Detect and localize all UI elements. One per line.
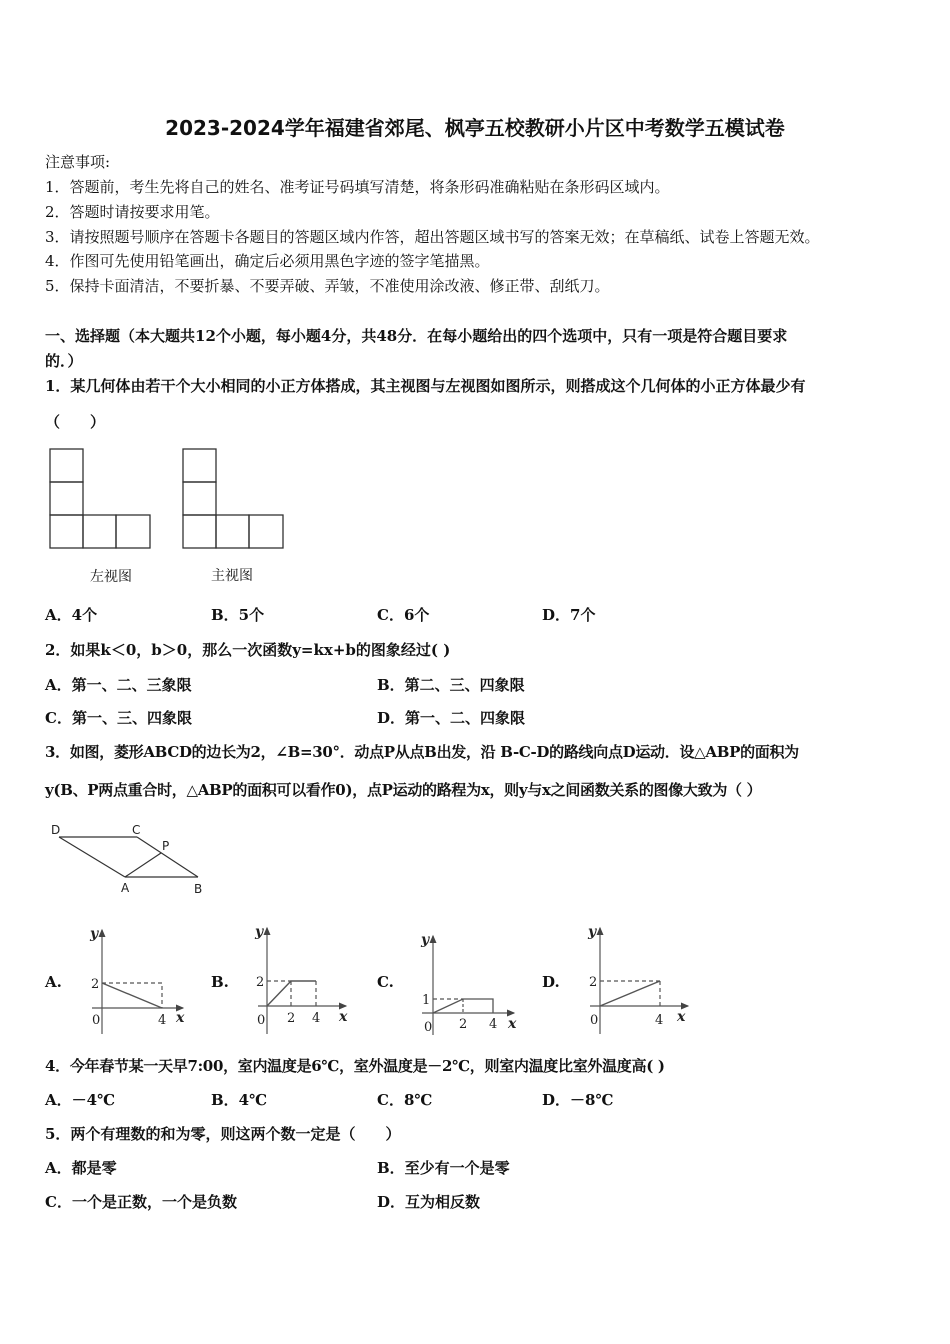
point-p-label: P — [162, 839, 170, 853]
svg-text:2: 2 — [287, 1011, 296, 1026]
option-b-label[interactable]: B. — [211, 973, 229, 991]
svg-text:x: x — [508, 1016, 517, 1032]
svg-text:4: 4 — [312, 1011, 321, 1026]
svg-text:2: 2 — [459, 1017, 468, 1032]
svg-text:2: 2 — [256, 975, 265, 990]
option-c[interactable]: C．一个是正数，一个是负数 — [45, 1193, 237, 1211]
option-c[interactable]: C．6个 — [377, 606, 430, 624]
svg-text:4: 4 — [489, 1017, 498, 1032]
option-d-label[interactable]: D. — [542, 973, 560, 991]
svg-text:0: 0 — [92, 1013, 101, 1028]
svg-text:x: x — [677, 1009, 686, 1025]
point-a-label: A — [121, 881, 130, 895]
question-3-stem: 3．如图，菱形ABCD的边长为2，∠B=30°．动点P从点B出发，沿 B-C-D的路线向点D运动．设△ABP的面积为 — [45, 743, 799, 761]
point-d-label: D — [51, 823, 61, 837]
notice-item: 1．答题前，考生先将自己的姓名、准考证号码填写清楚，将条形码准确粘贴在条形码区域内。 — [45, 178, 670, 196]
question-3-stem-cont: y(B、P两点重合时，△ABP的面积可以看作0)，点P运动的路程为x，则y与x之间函数关系的图像大致为（ ） — [45, 781, 762, 799]
option-a[interactable]: A．4个 — [45, 606, 98, 624]
svg-text:y: y — [421, 932, 430, 948]
option-c-label[interactable]: C. — [377, 973, 394, 991]
option-a[interactable]: A．都是零 — [45, 1159, 117, 1177]
option-d[interactable]: D．第一、二、四象限 — [377, 709, 526, 727]
option-c[interactable]: C．第一、三、四象限 — [45, 709, 192, 727]
question-5-stem: 5．两个有理数的和为零，则这两个数一定是（ ） — [45, 1125, 401, 1143]
notice-heading: 注意事项: — [45, 153, 111, 171]
svg-text:x: x — [339, 1009, 348, 1025]
svg-text:2: 2 — [91, 977, 100, 992]
graph-c — [422, 936, 514, 1035]
option-d[interactable]: D．－8℃ — [542, 1091, 614, 1109]
question-1-stem: 1．某几何体由若干个大小相同的小正方体搭成，其主视图与左视图如图所示，则搭成这个几何体的小正方体最少有 — [45, 377, 806, 395]
option-d[interactable]: D．7个 — [542, 606, 596, 624]
option-a-label[interactable]: A. — [45, 973, 62, 991]
notice-item: 2．答题时请按要求用笔。 — [45, 203, 220, 221]
option-b[interactable]: B．第二、三、四象限 — [377, 676, 525, 694]
svg-text:0: 0 — [424, 1020, 433, 1035]
left-view-label: 左视图 — [90, 569, 132, 585]
option-c[interactable]: C．8℃ — [377, 1091, 433, 1109]
svg-text:4: 4 — [158, 1013, 167, 1028]
svg-text:y: y — [255, 924, 264, 940]
notice-item: 5．保持卡面清洁，不要折暴、不要弄破、弄皱，不准使用涂改液、修正带、刮纸刀。 — [45, 277, 610, 295]
point-b-label: B — [194, 882, 203, 896]
svg-text:y: y — [90, 926, 99, 942]
option-d[interactable]: D．互为相反数 — [377, 1193, 481, 1211]
graph-a — [92, 930, 183, 1034]
section-heading: 一、选择题（本大题共12个小题，每小题4分，共48分．在每小题给出的四个选项中，只有一项是符合题目要求 — [45, 327, 788, 345]
section-heading-cont: 的．） — [45, 352, 83, 370]
svg-text:0: 0 — [590, 1013, 599, 1028]
question-1-blank: （ ） — [45, 413, 106, 431]
option-a[interactable]: A．－4℃ — [45, 1091, 116, 1109]
option-b[interactable]: B．至少有一个是零 — [377, 1159, 510, 1177]
svg-text:0: 0 — [257, 1013, 266, 1028]
page-title: 2023-2024学年福建省郊尾、枫亭五校教研小片区中考数学五模试卷 — [165, 116, 785, 140]
option-b[interactable]: B．5个 — [211, 606, 265, 624]
svg-text:x: x — [176, 1010, 185, 1026]
option-a[interactable]: A．第一、二、三象限 — [45, 676, 192, 694]
svg-text:4: 4 — [655, 1013, 664, 1028]
svg-text:2: 2 — [589, 975, 598, 990]
notice-item: 3．请按照题号顺序在答题卡各题目的答题区域内作答，超出答题区域书写的答案无效；在草稿纸、试卷上答题无效。 — [45, 228, 820, 246]
point-c-label: C — [132, 823, 141, 837]
front-view-label: 主视图 — [211, 568, 253, 584]
option-b[interactable]: B．4℃ — [211, 1091, 268, 1109]
graph-d — [590, 928, 688, 1034]
question-2-stem: 2．如果k＜0，b＞0，那么一次函数y=kx+b的图象经过( ) — [45, 641, 451, 659]
question-4-stem: 4．今年春节某一天早7:00，室内温度是6℃，室外温度是－2℃，则室内温度比室外温度高( ) — [45, 1057, 665, 1075]
notice-item: 4．作图可先使用铅笔画出，确定后必须用黑色字迹的签字笔描黑。 — [45, 252, 490, 270]
svg-text:y: y — [588, 924, 597, 940]
graph-b — [258, 928, 346, 1034]
svg-text:1: 1 — [422, 993, 431, 1008]
